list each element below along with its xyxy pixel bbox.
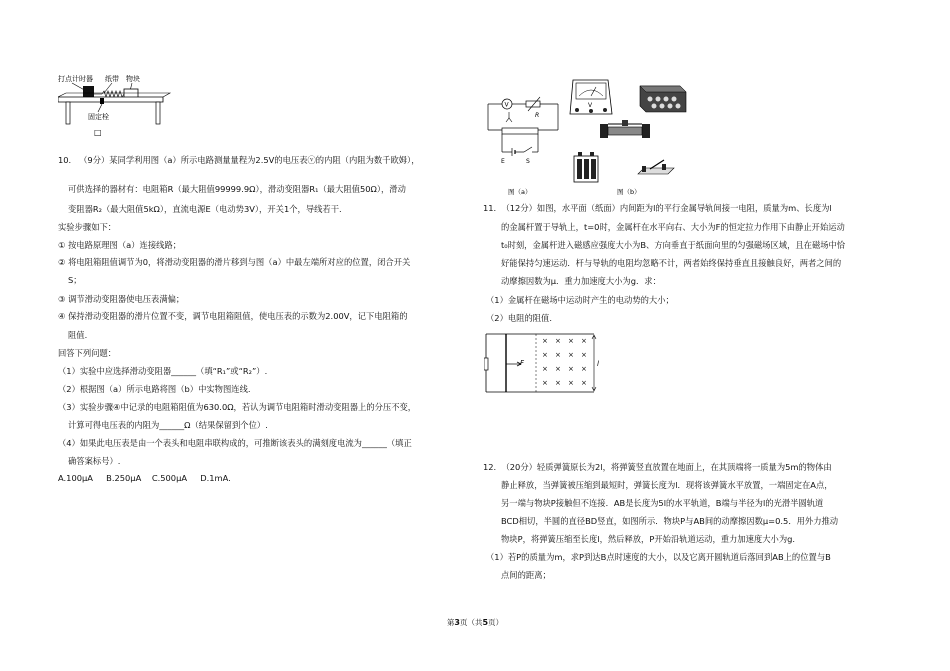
label-v: V <box>504 101 509 109</box>
q12-line3: 另一端与物块P接触但不连接．AB是长度为5l的水平轨道，B端与半径为l的光滑半圆轨道 <box>501 498 824 508</box>
svg-text:×: × <box>555 379 561 387</box>
q10-sub4b: 确答案标号）. <box>68 456 121 466</box>
q12-line5: 物块P，将弹簧压缩至长度l，然后释放，P开始沿轨道运动，重力加速度大小为g. <box>501 534 796 544</box>
voltmeter-icon <box>570 80 612 114</box>
q11-sub1: （1）金属杆在磁场中运动时产生的电动势的大小； <box>486 295 674 305</box>
q10-sub3b: 计算可得电压表的内阻为______Ω（结果保留到个位）. <box>68 420 268 430</box>
q10-sub3a: （3）实验步骤④中记录的电阻箱阻值为630.0Ω，若认为调节电阻箱时滑动变阻器上的分压不变， <box>58 402 417 412</box>
label-peg: 固定栓 <box>88 113 109 121</box>
svg-text:×: × <box>542 351 548 359</box>
svg-text:×: × <box>555 365 561 373</box>
svg-text:×: × <box>542 365 548 373</box>
q11-sub2: （2）电阻的阻值. <box>486 313 552 323</box>
svg-text:×: × <box>568 337 574 345</box>
spring <box>102 91 124 97</box>
q11-line5: 动摩擦因数为μ．重力加速度大小为g．求： <box>501 276 661 286</box>
label-s: S <box>526 158 530 165</box>
q12-line2: 静止释放，当弹簧被压缩到最短时，弹簧长度为l．现将该弹簧水平放置，一端固定在A点， <box>501 480 833 490</box>
q10-step4b: 阻值. <box>68 330 88 340</box>
label-r: R <box>535 112 540 119</box>
q10-sub1: （1）实验中应选择滑动变阻器______（填“R₁”或“R₂”）. <box>58 366 268 376</box>
q10-sub2: （2）根据图（a）所示电路将图（b）中实物图连线. <box>58 384 251 394</box>
timer-box <box>83 86 94 97</box>
label-box: □ <box>94 128 102 137</box>
q10-sub4a: （4）如果此电压表是由一个表头和电阻串联构成的，可推断该表头的满刻度电流为______（填正 <box>58 438 412 448</box>
resistor-symbol <box>484 358 488 370</box>
q11-line4: 好能保持匀速运动．杆与导轨的电阻均忽略不计，两者始终保持垂直且接触良好，两者之间的 <box>501 258 842 268</box>
q10-line2: 可供选择的器材有：电阻箱R（最大阻值99999.9Ω），滑动变阻器R₁（最大阻值50Ω），滑动 <box>68 184 406 194</box>
resistor-box-r <box>526 101 540 107</box>
svg-text:×: × <box>581 365 587 373</box>
svg-text:×: × <box>555 351 561 359</box>
caption-a: 图（a） <box>508 188 532 196</box>
resistance-box-icon <box>640 86 686 112</box>
figure-magnetic-field <box>484 330 604 398</box>
label-tape: 纸带 <box>105 75 119 83</box>
q10-answer-title: 回答下列问题： <box>58 348 117 358</box>
svg-text:×: × <box>581 337 587 345</box>
rheostat-icon <box>600 120 650 138</box>
label-meter-v: V <box>588 102 593 109</box>
q10-step4a: ④ 保持滑动变阻器的滑片位置不变，调节电阻箱阻值，使电压表的示数为2.00V，记下电阻箱的 <box>58 311 408 321</box>
rheostat <box>502 128 538 134</box>
q10-line3: 变阻器R₂（最大阻值5kΩ），直流电源E（电动势3V），开关1个，导线若干. <box>68 204 342 214</box>
switch-icon <box>638 160 674 174</box>
label-f: F <box>520 359 525 367</box>
svg-text:×: × <box>555 337 561 345</box>
label-e: E <box>501 158 505 165</box>
svg-text:×: × <box>568 351 574 359</box>
q10-step2b: S； <box>68 275 82 285</box>
figure-timer-cart <box>58 74 178 139</box>
field-crosses <box>542 337 587 387</box>
svg-text:×: × <box>568 365 574 373</box>
q10-line1: 10. （9分）某同学利用图（a）所示电路测量量程为2.5V的电压表ⓥ的内阻（内阻为数千欧姆）， <box>58 155 420 165</box>
q10-step2a: ② 将电阻箱阻值调节为0，将滑动变阻器的滑片移到与图（a）中最左端所对应的位置，闭合开关 <box>58 257 411 267</box>
q12-line1: 12. （20分）轻质弹簧原长为2l，将弹簧竖直放置在地面上，在其顶端将一质量为5m的物体由 <box>483 462 832 472</box>
caption-b: 图（b） <box>617 188 641 196</box>
svg-text:×: × <box>581 351 587 359</box>
q12-line4: BCD相切，半圆的直径BD竖直，如图所示．物块P与AB间的动摩擦因数μ=0.5．用外力推动 <box>501 516 839 526</box>
q11-line2: 的金属杆置于导轨上，t=0时，金属杆在水平向右、大小为F的恒定拉力作用下由静止开始运动 <box>501 222 845 232</box>
q12-sub1b: 点间的距离； <box>501 570 551 580</box>
label-l: l <box>597 360 599 368</box>
label-timer: 打点计时器 <box>58 75 93 83</box>
page-footer: 第3页（共5页） <box>446 618 504 627</box>
q11-line3: t₀时刻，金属杆进入磁感应强度大小为B、方向垂直于纸面向里的匀强磁场区域，且在磁场中恰 <box>501 240 846 250</box>
q10-options: A.100μA B.250μA C.500μA D.1mA. <box>58 473 231 483</box>
label-block: 物块 <box>126 75 140 83</box>
q12-sub1a: （1）若P的质量为m，求P到达B点时速度的大小，以及它离开圆轨道后落回到AB上的位置与B <box>486 552 831 562</box>
q10-steps-title: 实验步骤如下： <box>58 222 117 232</box>
svg-text:×: × <box>542 337 548 345</box>
svg-text:×: × <box>581 379 587 387</box>
figure-circuit-a <box>484 90 564 198</box>
q10-step1: ① 按电路原理图（a）连接线路； <box>58 240 182 250</box>
battery-icon <box>574 152 598 182</box>
svg-text:×: × <box>568 379 574 387</box>
table-top <box>58 97 163 102</box>
q10-step3: ③ 调节滑动变阻器使电压表满偏； <box>58 294 185 304</box>
figure-apparatus-b <box>568 74 698 198</box>
svg-text:×: × <box>542 379 548 387</box>
q11-line1: 11. （12分）如图，水平面（纸面）内间距为l的平行金属导轨间接一电阻，质量为m、长度为l <box>483 203 832 213</box>
